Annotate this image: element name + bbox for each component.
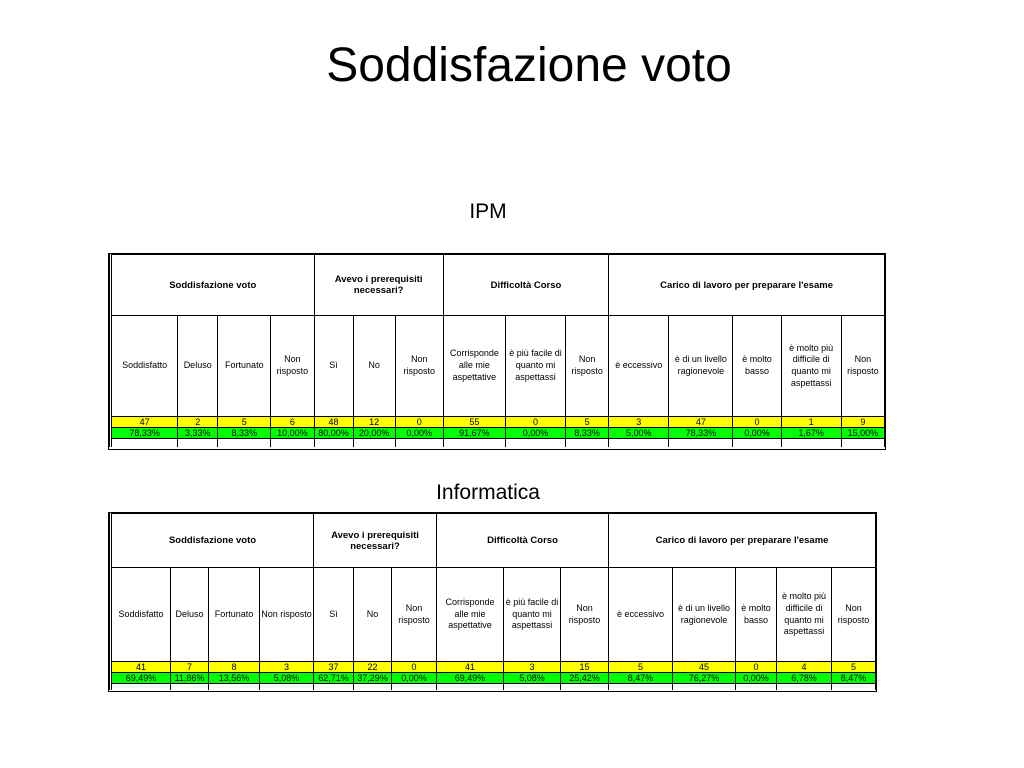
column-header: Non risposto — [566, 316, 609, 417]
column-header: Deluso — [178, 316, 218, 417]
column-header: Non risposto — [395, 316, 443, 417]
column-header: è eccessivo — [609, 316, 669, 417]
count-cell: 15 — [561, 662, 609, 673]
percent-cell: 0,00% — [736, 673, 777, 684]
column-header: è più facile di quanto mi aspettassi — [504, 568, 561, 662]
column-header: è molto basso — [733, 316, 781, 417]
count-cell: 0 — [395, 417, 443, 428]
column-header: è più facile di quanto mi aspettassi — [505, 316, 565, 417]
count-cell: 41 — [111, 662, 171, 673]
column-header: Non risposto — [392, 568, 437, 662]
count-cell: 5 — [609, 662, 673, 673]
count-cell: 0 — [392, 662, 437, 673]
percent-cell: 69,49% — [437, 673, 504, 684]
percent-cell: 1,67% — [781, 428, 841, 439]
count-cell: 55 — [443, 417, 505, 428]
count-cell: 7 — [171, 662, 209, 673]
percent-cell: 6,78% — [777, 673, 832, 684]
count-cell: 37 — [314, 662, 354, 673]
percent-cell: 62,71% — [314, 673, 354, 684]
count-cell: 1 — [781, 417, 841, 428]
group-header-row — [111, 514, 876, 568]
count-cell: 5 — [566, 417, 609, 428]
group-prerequisiti: Avevo i prerequisiti necessari? — [314, 514, 437, 568]
column-header-row — [111, 568, 876, 662]
count-cell: 6 — [271, 417, 314, 428]
percent-cell: 15,00% — [841, 428, 884, 439]
percent-cell: 25,42% — [561, 673, 609, 684]
percent-cell: 0,00% — [505, 428, 565, 439]
percent-cell: 37,29% — [354, 673, 392, 684]
count-row — [111, 417, 885, 428]
column-header: Non risposto — [832, 568, 876, 662]
percent-cell: 69,49% — [111, 673, 171, 684]
column-header: Non risposto — [260, 568, 314, 662]
percent-cell: 0,00% — [733, 428, 781, 439]
percent-row — [111, 428, 885, 439]
count-cell: 9 — [841, 417, 884, 428]
percent-cell: 0,00% — [392, 673, 437, 684]
count-cell: 8 — [209, 662, 260, 673]
count-cell: 0 — [733, 417, 781, 428]
column-header: No — [354, 568, 392, 662]
column-header: Fortunato — [209, 568, 260, 662]
column-header: è molto più difficile di quanto mi aspettassi — [781, 316, 841, 417]
count-cell: 5 — [832, 662, 876, 673]
percent-cell: 0,00% — [395, 428, 443, 439]
group-soddisfazione: Soddisfazione voto — [111, 514, 314, 568]
percent-cell: 10,00% — [271, 428, 314, 439]
count-cell: 47 — [111, 417, 178, 428]
group-difficolta: Difficoltà Corso — [437, 514, 609, 568]
column-header: Soddisfatto — [111, 316, 178, 417]
group-difficolta: Difficoltà Corso — [443, 255, 608, 316]
percent-cell: 91,67% — [443, 428, 505, 439]
column-header: Soddisfatto — [111, 568, 171, 662]
slide-title: Soddisfazione voto — [326, 39, 732, 92]
percent-cell: 76,27% — [673, 673, 736, 684]
count-cell: 22 — [354, 662, 392, 673]
group-prerequisiti: Avevo i prerequisiti necessari? — [314, 255, 443, 316]
count-cell: 41 — [437, 662, 504, 673]
column-header: Non risposto — [841, 316, 884, 417]
column-header: Corrisponde alle mie aspettative — [443, 316, 505, 417]
percent-row — [111, 673, 876, 684]
percent-cell: 78,33% — [669, 428, 733, 439]
column-header: Non risposto — [271, 316, 314, 417]
percent-cell: 11,86% — [171, 673, 209, 684]
group-carico: Carico di lavoro per preparare l'esame — [609, 255, 885, 316]
column-header: Fortunato — [218, 316, 271, 417]
column-header: Sì — [314, 568, 354, 662]
percent-cell: 13,56% — [209, 673, 260, 684]
percent-cell: 8,47% — [609, 673, 673, 684]
column-header: è di un livello ragionevole — [673, 568, 736, 662]
column-header: Corrisponde alle mie aspettative — [437, 568, 504, 662]
informatica-table-container — [108, 512, 877, 692]
informatica-subtitle: Informatica — [436, 481, 540, 504]
column-header: è molto più difficile di quanto mi aspettassi — [777, 568, 832, 662]
percent-cell: 20,00% — [353, 428, 395, 439]
ipm-table — [109, 254, 885, 447]
count-cell: 0 — [736, 662, 777, 673]
count-row — [111, 662, 876, 673]
column-header: No — [353, 316, 395, 417]
column-header: Non risposto — [561, 568, 609, 662]
count-cell: 2 — [178, 417, 218, 428]
percent-cell: 5,08% — [260, 673, 314, 684]
column-header: Sì — [314, 316, 353, 417]
count-cell: 5 — [218, 417, 271, 428]
column-header: è eccessivo — [609, 568, 673, 662]
count-cell: 0 — [505, 417, 565, 428]
spacer-row — [111, 439, 885, 447]
group-carico: Carico di lavoro per preparare l'esame — [609, 514, 876, 568]
percent-cell: 8,33% — [218, 428, 271, 439]
group-soddisfazione: Soddisfazione voto — [111, 255, 315, 316]
informatica-table — [109, 513, 876, 690]
percent-cell: 5,08% — [504, 673, 561, 684]
column-header: Deluso — [171, 568, 209, 662]
percent-cell: 80,00% — [314, 428, 353, 439]
count-cell: 12 — [353, 417, 395, 428]
count-cell: 48 — [314, 417, 353, 428]
count-cell: 45 — [673, 662, 736, 673]
ipm-subtitle: IPM — [469, 200, 507, 223]
column-header-row — [111, 316, 885, 417]
column-header: è molto basso — [736, 568, 777, 662]
percent-cell: 5,00% — [609, 428, 669, 439]
count-cell: 3 — [504, 662, 561, 673]
percent-cell: 3,33% — [178, 428, 218, 439]
count-cell: 3 — [260, 662, 314, 673]
count-cell: 4 — [777, 662, 832, 673]
group-header-row — [111, 255, 885, 316]
ipm-table-container — [108, 253, 886, 450]
count-cell: 47 — [669, 417, 733, 428]
spacer-row — [111, 684, 876, 690]
percent-cell: 8,47% — [832, 673, 876, 684]
percent-cell: 8,33% — [566, 428, 609, 439]
count-cell: 3 — [609, 417, 669, 428]
column-header: è di un livello ragionevole — [669, 316, 733, 417]
percent-cell: 78,33% — [111, 428, 178, 439]
